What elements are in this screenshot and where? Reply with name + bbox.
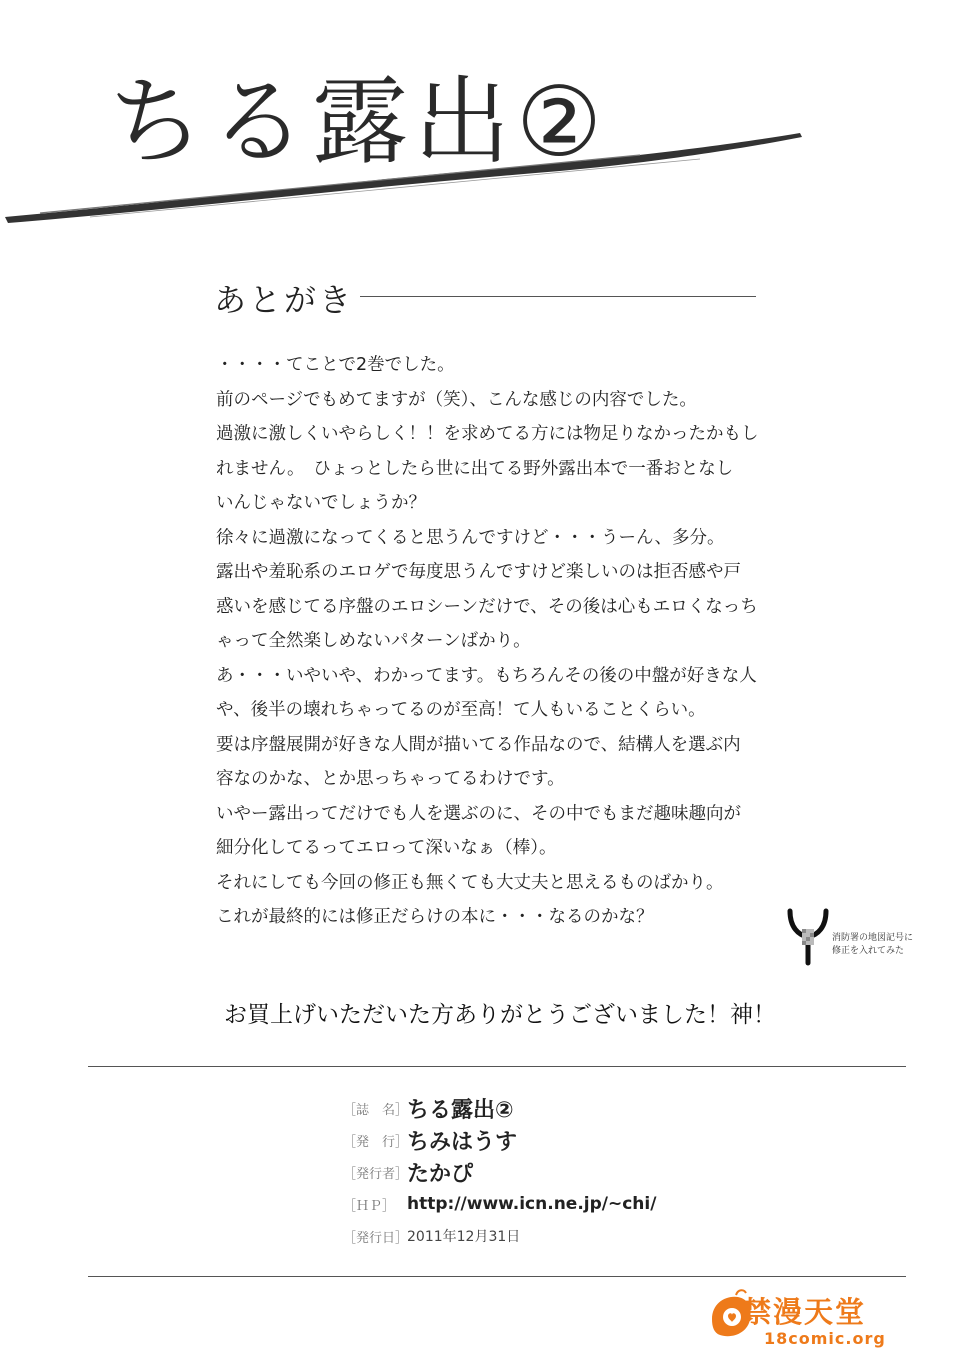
colophon-key: ［発行日］: [343, 1230, 409, 1246]
afterword-body: [216, 348, 776, 935]
colophon-publisher: ちみはうす: [407, 1129, 518, 1155]
afterword-heading: あとがき: [214, 281, 355, 319]
colophon-row-issuer: [343, 1156, 656, 1188]
colophon-key: ［発 行］: [343, 1134, 409, 1150]
afterword-line: いんじゃないでしょうか？: [216, 493, 426, 513]
colophon-date: 2011年12月31日: [407, 1229, 521, 1245]
heading-rule: [360, 296, 756, 297]
watermark-name: 禁漫天堂: [742, 1295, 867, 1329]
watermark-site: 18comic.org: [764, 1329, 886, 1348]
colophon-key: ［ＨＰ］: [343, 1198, 396, 1214]
colophon: [343, 1092, 656, 1252]
afterword-line: 容なのかな、とか思っちゃってるわけです。: [216, 769, 565, 789]
thanks-message: お買上げいただいた方ありがとうございました！神！: [224, 1002, 776, 1028]
divider-top: [88, 1066, 906, 1067]
symbol-caption-line: 消防署の地図記号に: [832, 933, 914, 943]
symbol-caption: [832, 932, 913, 958]
colophon-homepage-link[interactable]: http://www.icn.ne.jp/~chi/: [407, 1194, 657, 1214]
colophon-row-publisher: [343, 1124, 656, 1156]
afterword-line: ゃって全然楽しめないパターンばかり。: [216, 631, 531, 651]
colophon-title: ちる露出②: [407, 1097, 514, 1123]
afterword-line: 徐々に過激になってくると思うんですけど・・・うーん、多分。: [216, 527, 725, 548]
afterword-line: 露出や羞恥系のエロゲで毎度思うんですけど楽しいのは拒否感や戸: [216, 562, 741, 582]
symbol-caption-line: 修正を入れてみた: [832, 946, 905, 956]
colophon-key: ［誌 名］: [343, 1102, 409, 1118]
afterword-line: れません。 ひょっとしたら世に出てる野外露出本で一番おとなし: [216, 458, 734, 479]
afterword-line: 惑いを感じてる序盤のエロシーンだけで、その後は心もエロくなっち: [216, 596, 758, 617]
afterword-line: や、後半の壊れちゃってるのが至高！て人もいることくらい。: [216, 700, 706, 720]
colophon-row-title: [343, 1092, 656, 1124]
divider-bottom: [88, 1276, 906, 1277]
afterword-line: 要は序盤展開が好きな人間が描いてる作品なので、結構人を選ぶ内: [216, 734, 741, 755]
afterword-line: それにしても今回の修正も無くても大丈夫と思えるものばかり。: [216, 872, 724, 893]
afterword-line: これが最終的には修正だらけの本に・・・なるのかな？: [216, 907, 654, 927]
afterword-line: いやー露出ってだけでも人を選ぶのに、その中でもまだ趣味趣向が: [216, 803, 741, 824]
colophon-key: ［発行者］: [343, 1166, 409, 1182]
colophon-issuer: たかぴ: [407, 1161, 474, 1187]
afterword-line: 前のページでもめてますが（笑）、こんな感じの内容でした。: [216, 389, 697, 410]
colophon-row-hp: [343, 1188, 656, 1220]
afterword-line: 細分化してるってエロって深いなぁ（棒）。: [216, 838, 557, 858]
afterword-line: 過激に激しくいやらしく！！を求めてる方には物足りなかったかもし: [216, 424, 759, 444]
afterword-line: あ・・・いやいや、わかってます。もちろんその後の中盤が好きな人: [216, 665, 757, 686]
fire-station-map-symbol-icon: [784, 905, 832, 967]
page-title: ちる露出②: [108, 66, 609, 178]
colophon-row-date: [343, 1220, 656, 1252]
brush-stroke: [0, 125, 820, 225]
afterword-line: ・・・・てことで2巻でした。: [216, 355, 455, 375]
